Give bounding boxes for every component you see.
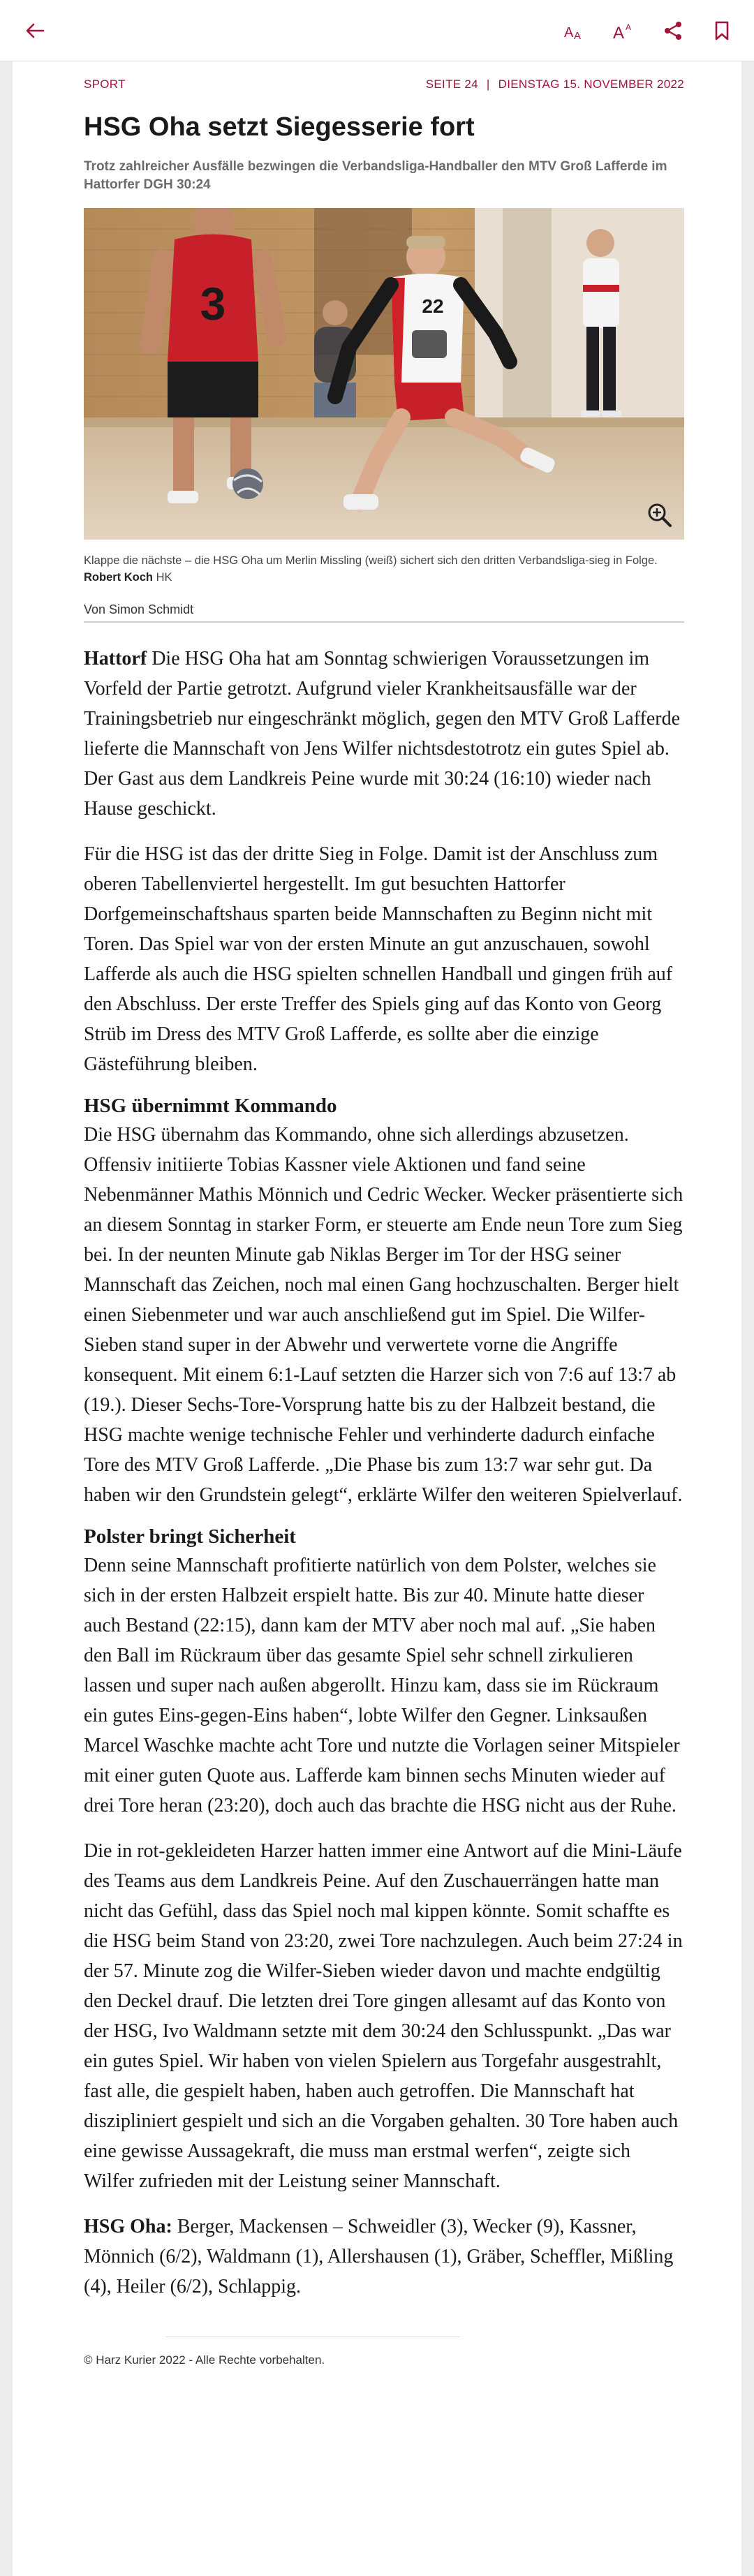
dateline: Hattorf (84, 648, 147, 669)
font-larger-icon[interactable] (612, 17, 637, 45)
photo-caption (84, 552, 684, 586)
paragraph-text: Die HSG Oha hat am Sonntag schwierigen Voraussetzungen im Vorfeld der Partie getrotzt. Aufgrund vieler Krankheitsausfälle war der Trainingsbetrieb nur eingeschränkt möglich, gegen den MTV Groß Lafferde lieferte die Mannschaft von Jens Wilfer nichtsdestotrotz ein gutes Spiel ab. Der Gast aus dem Landkreis Peine wurde mit 30:24 (16:10) wieder nach Hause geschickt. (84, 648, 681, 820)
article-headline: HSG Oha setzt Siegesserie fort (84, 112, 475, 142)
section-label[interactable]: SPORT (84, 77, 126, 91)
issue-info (426, 77, 684, 91)
svg-text:A: A (626, 22, 632, 32)
article-paragraph: Die HSG übernahm das Kommando, ohne sich allerdings abzusetzen. Offensiv initiierte Tobias Kassner viele Aktionen und fand seine Nebenmänner Mathis Mönnich und Cedric Wecker. Wecker präsentierte sich an diesem Sonntag in starker Form, er steuerte am Ende neun Tore zum Sieg bei. In der neunten Minute gab Niklas Berger im Tor der HSG seiner Mannschaft das Zeichen, noch mal einen Gang hochzuschalten. Berger hielt einen Siebenmeter und war auch anschließend gut im Spiel. Die Wilfer-Sieben stand super in der Abwehr und verwertete vorne die Angriffe konsequent. Mit einem 6:1-Lauf setzten die Harzer sich von 7:6 auf 13:7 ab (19.). Dieser Sechs-Tore-Vorsprung hatte bis zu der Halbzeit bestand, die HSG machte wenige technische Fehler und verhinderte dadurch einfache Tore des MTV Groß Lafferde. „Die Phase bis zum 13:7 war sehr gut. Da haben wir den Grundstein gelegt“, erklärte Wilfer den weiteren Spielverlauf. (84, 1124, 683, 1506)
team-roster (84, 2212, 684, 2302)
issue-date: DIENSTAG 15. NOVEMBER 2022 (498, 77, 684, 91)
top-app-bar (0, 0, 754, 61)
footer-copyright (84, 2353, 325, 2367)
article-author: Von Simon Schmidt (84, 602, 684, 623)
photo-credit-agency: HK (156, 571, 172, 584)
toolbar-actions (563, 17, 734, 45)
back-arrow-icon[interactable] (20, 15, 50, 46)
jersey-number-back: 3 (200, 278, 226, 330)
svg-text:A: A (564, 24, 574, 40)
font-smaller-icon[interactable] (563, 17, 588, 45)
meta-separator: | (486, 77, 490, 91)
article-paragraph: Für die HSG ist das der dritte Sieg in Folge. Damit ist der Anschluss zum oberen Tabellenviertel hergestellt. Im gut besuchten Hattorfer Dorfgemeinschaftshaus sparten beide Mannschaften zu Beginn nicht mit Toren. Das Spiel war von der ersten Minute an gut anzuschauen, sowohl Lafferde als auch die HSG spielten schnellen Handball und gingen früh auf den Abschluss. Der erste Treffer des Spiels ging auf das Konto von Georg Strüb im Dress des MTV Groß Lafferde, es sollte aber die einzige Gästeführung bleiben. (84, 843, 673, 1075)
roster-players: Berger, Mackensen – Schweidler (3), Wecker (9), Kassner, Mönnich (6/2), Waldmann (1), Allershausen (1), Gräber, Scheffler, Mißling (4), Heiler (6/2), Schlappig. (84, 2216, 674, 2297)
caption-text: Klappe die nächste – die HSG Oha um Merlin Missling (weiß) sichert sich den dritten Verbandsliga-sieg in Folge. (84, 554, 658, 567)
jersey-number-front: 22 (422, 295, 444, 317)
photo-credit: Robert Koch (84, 571, 153, 584)
article-photo[interactable] (84, 208, 684, 540)
article-meta (84, 73, 684, 96)
zoom-in-icon[interactable] (644, 499, 674, 530)
roster-team: HSG Oha: (84, 2216, 172, 2237)
article-paragraph: Denn seine Mannschaft profitierte natürlich von dem Polster, welches sie sich in der ersten Halbzeit erspielt hatte. Bis zur 40. Minute hatte dieser auch Bestand (22:15), dann kam der MTV aber noch mal auf. „Sie haben den Ball im Rückraum über das gesamte Spiel sehr schnell zirkulieren lassen und super nach außen abgerollt. Hinzu kam, dass sie im Rückraum ein gutes Eins-gegen-Eins haben“, lobte Wilfer den Gegner. Linksaußen Marcel Waschke machte acht Tore und nutzte die Vorlagen seiner Mitspieler mit einer guten Quote aus. Lafferde kam binnen sechs Minuten wieder auf drei Tore heran (23:20), doch auch das brachte die HSG nicht aus der Ruhe. (84, 1555, 680, 1816)
svg-text:A: A (613, 23, 625, 41)
share-icon[interactable] (660, 17, 686, 45)
article-subline: Trotz zahlreicher Ausfälle bezwingen die Verbandsliga-Handballer den MTV Groß Lafferde im Hattorfer DGH 30:24 (84, 159, 667, 192)
article-content (84, 61, 684, 2302)
svg-text:A: A (574, 29, 582, 41)
page-number: SEITE 24 (425, 77, 478, 91)
handball-photo-illustration (84, 208, 684, 540)
article-page (13, 61, 741, 2576)
copyright-text: © Harz Kurier 2022 - Alle Rechte vorbehalten. (84, 2353, 325, 2367)
article-paragraph: Die in rot-gekleideten Harzer hatten immer eine Antwort auf die Mini-Läufe des Teams aus dem Landkreis Peine. Auf den Zuschauerrängen hatte man nicht das Gefühl, dass das Spiel noch mal kippen könnte. Somit schaffte es die HSG beim Stand von 23:20, zwei Tore nachzulegen. Auch beim 27:24 in der 57. Minute zog die Wilfer-Sieben wieder davon und machte endgültig den Deckel drauf. Die letzten drei Tore gingen allesamt auf das Konto von der HSG, Ivo Waldmann setzte mit dem 30:24 den Schlusspunkt. „Das war ein gutes Spiel. Wir haben von vielen Spielern aus Torgefahr ausgestrahlt, fast alle, die gespielt haben, haben auch getroffen. Die Mannschaft hat diszipliniert gespielt und sich an die Vorgaben gehalten. 30 Tore haben auch eine gewisse Aussagekraft, die muss man erstmal werfen“, zeigte sich Wilfer zufrieden mit der Leistung seiner Mannschaft. (84, 1840, 683, 2192)
section-subhead: Polster bringt Sicherheit (84, 1525, 296, 1548)
section-subhead: HSG übernimmt Kommando (84, 1095, 337, 1117)
bookmark-icon[interactable] (709, 17, 734, 45)
article-paragraph (84, 644, 684, 824)
